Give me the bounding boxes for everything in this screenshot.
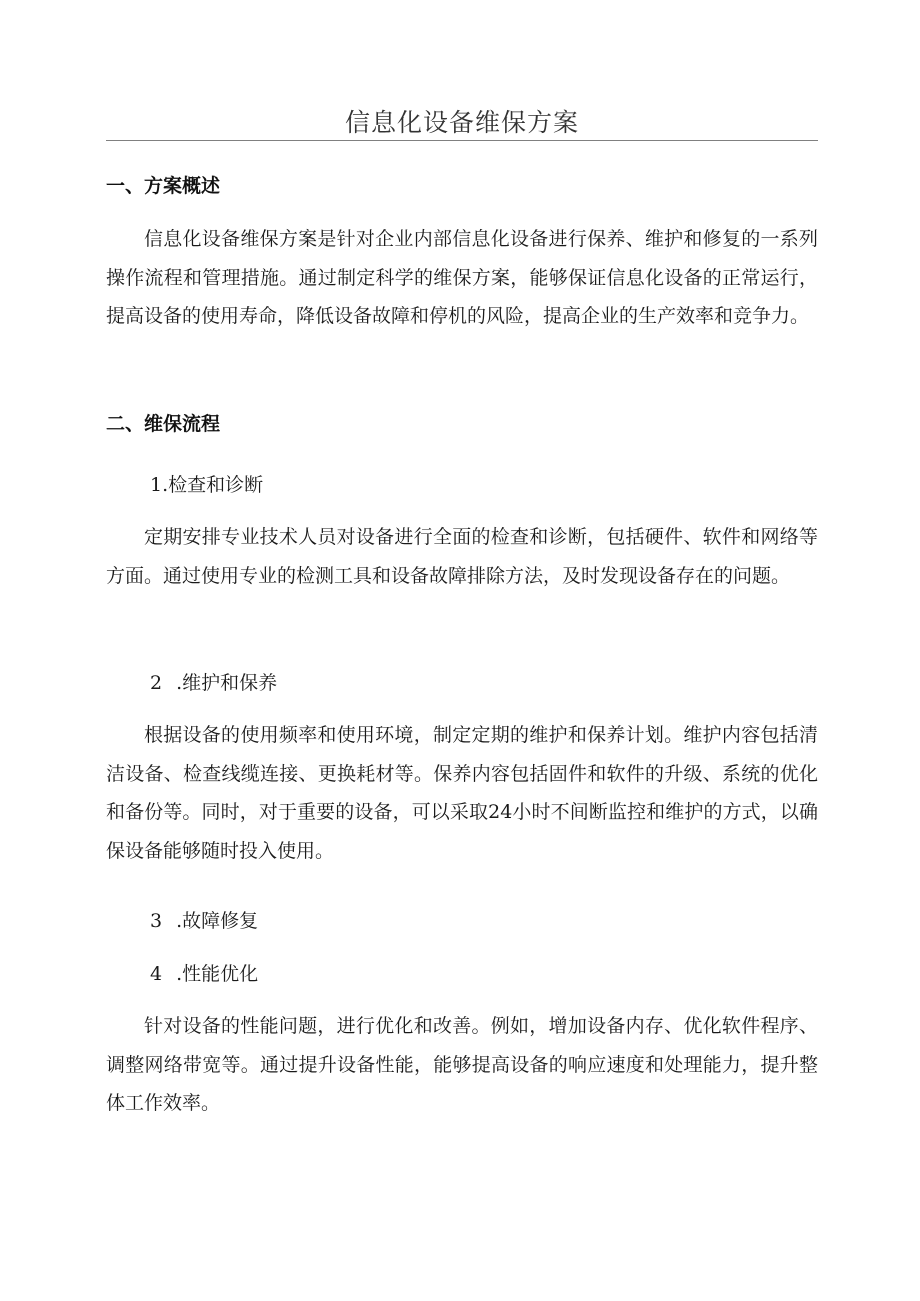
subheading-title: .性能优化 [176, 963, 259, 985]
title-divider [106, 140, 818, 141]
subheading-title: .故障修复 [176, 910, 259, 932]
section-heading-overview: 一、方案概述 [106, 175, 221, 197]
subheading-number: 1 [150, 474, 163, 496]
optimization-paragraph: 针对设备的性能问题，进行优化和改善。例如，增加设备内存、优化软件程序、调整网络带宽等。通过提升设备性能，能够提高设备的响应速度和处理能力，提升整体工作效率。 [106, 1015, 818, 1114]
subheading-repair [150, 907, 258, 935]
subheading-number: 4 [150, 963, 163, 985]
maintenance-paragraph: 根据设备的使用频率和使用环境，制定定期的维护和保养计划。维护内容包括清洁设备、检查线缆连接、更换耗材等。保养内容包括固件和软件的升级、系统的优化和备份等。同时，对于重要的设备，可以采取24小时不间断监控和维护的方式，以确保设备能够随时投入使用。 [106, 724, 818, 862]
subheading-inspection [150, 471, 263, 499]
section-heading-process: 二、维保流程 [106, 413, 221, 435]
overview-paragraph: 信息化设备维保方案是针对企业内部信息化设备进行保养、维护和修复的一系列操作流程和管理措施。通过制定科学的维保方案，能够保证信息化设备的正常运行，提高设备的使用寿命，降低设备故障和停机的风险，提高企业的生产效率和竞争力。 [106, 228, 818, 327]
subheading-number: 3 [150, 910, 163, 932]
subheading-title: .维护和保养 [176, 672, 278, 694]
subheading-optimization [150, 960, 258, 988]
document-title: 信息化设备维保方案 [344, 108, 579, 137]
subheading-maintenance [150, 669, 277, 697]
subheading-title: .检查和诊断 [162, 474, 264, 496]
inspection-paragraph: 定期安排专业技术人员对设备进行全面的检查和诊断，包括硬件、软件和网络等方面。通过使用专业的检测工具和设备故障排除方法，及时发现设备存在的问题。 [106, 526, 818, 587]
subheading-number: 2 [150, 672, 163, 694]
